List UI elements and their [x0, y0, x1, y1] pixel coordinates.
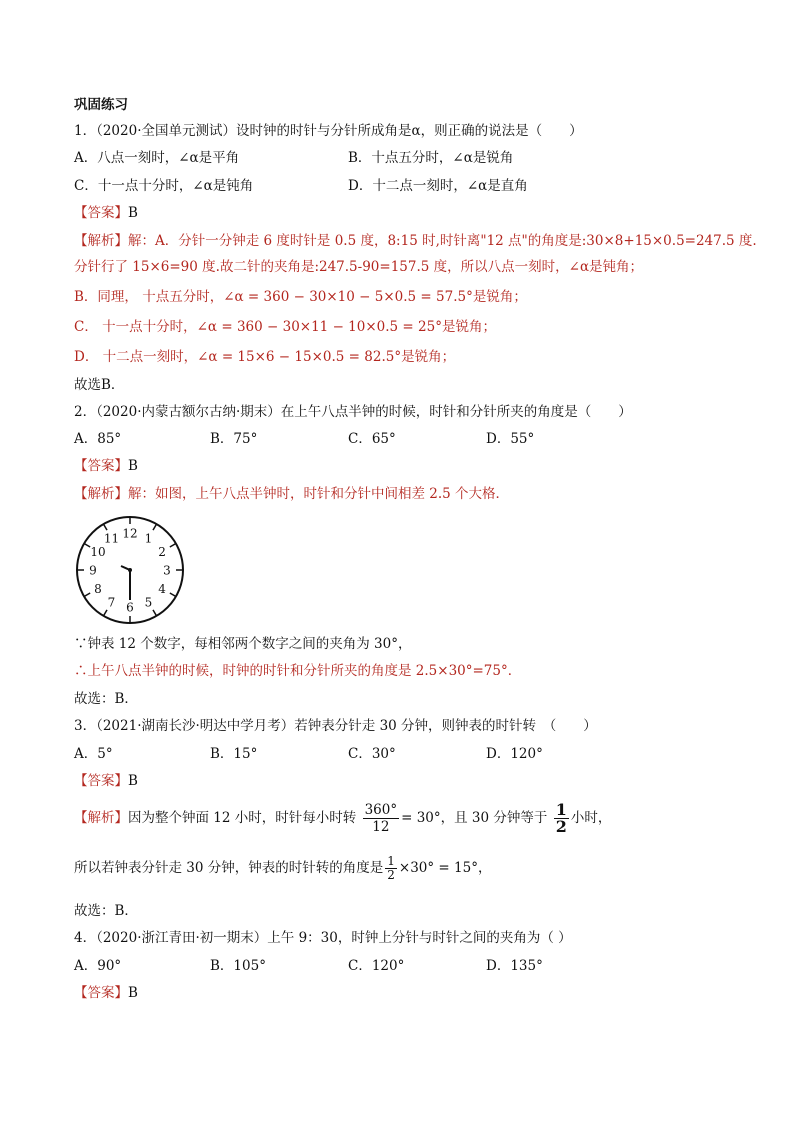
q1-answer-value: B — [128, 205, 138, 221]
q4-option-a: A．90° — [74, 958, 122, 974]
analysis-tag: 【解析】 — [74, 233, 128, 249]
q2-answer-value: B — [128, 458, 138, 474]
q1-option-b: B．十点五分时，∠α是锐角 — [348, 150, 514, 166]
q3-analysis-mid: = 30°，且 30 分钟等于 — [401, 810, 548, 826]
clock-tick — [104, 524, 108, 530]
q4-option-b: B．105° — [210, 958, 266, 974]
analysis-tag: 【解析】 — [74, 486, 128, 502]
clock-number: 3 — [163, 563, 171, 578]
clock-tick — [170, 544, 176, 548]
clock-tick — [84, 593, 90, 597]
q4-option-c: C．120° — [348, 958, 405, 974]
fraction-one-half — [554, 802, 569, 835]
q1-option-c: C．十一点十分时，∠α是钝角 — [74, 178, 254, 194]
fraction-one-half-small — [385, 855, 397, 882]
fraction-denominator: 2 — [555, 817, 567, 836]
q3-option-b: B．15° — [210, 746, 258, 762]
q1-analysis-line-3: B．同理， 十点五分时，∠α = 360 − 30×10 − 5×0.5 = 57.5°是锐角； — [74, 289, 527, 305]
analysis-tag: 【解析】 — [74, 810, 128, 826]
q2-option-d: D．55° — [486, 431, 535, 447]
q3-analysis-line-1 — [74, 798, 611, 838]
fraction-denominator: 12 — [372, 819, 390, 835]
q1-analysis-line-1 — [74, 232, 757, 250]
q3-analysis-line-2 — [74, 850, 491, 886]
clock-number: 4 — [158, 582, 166, 596]
clock-number: 7 — [107, 595, 116, 610]
q3-stem: 3．（2021·湖南长沙·明达中学月考）若钟表分针走 30 分钟，则钟表的时针转 （ ） — [74, 718, 597, 734]
clock-number: 9 — [89, 563, 97, 578]
clock-tick — [170, 593, 176, 597]
q2-analysis-line-2: ∵钟表 12 个数字，每相邻两个数字之间的夹角为 30°， — [74, 636, 412, 652]
clock-number: 11 — [103, 531, 120, 546]
clock-tick — [153, 610, 157, 616]
clock-number: 1 — [144, 531, 153, 546]
q2-option-b: B．75° — [210, 431, 258, 447]
q2-option-c: C．65° — [348, 431, 396, 447]
clock-number: 5 — [144, 595, 153, 610]
q1-option-d: D．十二点一刻时，∠α是直角 — [348, 178, 528, 194]
q3-answer — [74, 772, 138, 790]
clock-tick — [84, 544, 90, 548]
clock-tick — [153, 524, 157, 530]
clock-center — [128, 568, 132, 572]
answer-tag: 【答案】 — [74, 205, 128, 221]
clock-number: 6 — [126, 600, 134, 615]
q3-conclusion: 故选：B． — [74, 903, 138, 919]
q1-analysis-line-4: C． 十一点十分时，∠α = 360 − 30×11 − 10×0.5 = 25°是锐角； — [74, 319, 496, 335]
q1-answer — [74, 204, 138, 222]
clock-tick — [104, 610, 108, 616]
q1-analysis-text-1: 解：A．分针一分钟走 6 度时针是 0.5 度，8:15 时,时针离"12 点"的角度是:30×8+15×0.5=247.5 度. — [128, 233, 757, 249]
q3-analysis-post: 小时， — [570, 810, 612, 826]
clock-number: 12 — [122, 526, 138, 541]
q2-conclusion: 故选：B． — [74, 691, 138, 707]
q4-stem: 4．（2020·浙江青田·初一期末）上午 9：30，时钟上分针与时针之间的夹角为（ ） — [74, 930, 572, 946]
fraction-numerator: 1 — [555, 800, 567, 819]
answer-tag: 【答案】 — [74, 773, 128, 789]
q3-answer-value: B — [128, 773, 138, 789]
q4-answer — [74, 984, 138, 1002]
q1-conclusion: 故选B． — [74, 377, 125, 393]
clock-number: 8 — [94, 582, 102, 596]
q2-analysis-line-1 — [74, 485, 509, 503]
q3-option-a: A．5° — [74, 746, 113, 762]
answer-tag: 【答案】 — [74, 985, 128, 1001]
q1-analysis-line-2: 分针行了 15×6=90 度.故二针的夹角是:247.5-90=157.5 度，所以八点一刻时，∠α是钝角； — [74, 259, 644, 275]
clock-number: 2 — [158, 545, 166, 559]
q2-analysis-line-3: ∴上午八点半钟的时候，时钟的时针和分针所夹的角度是 2.5×30°=75°． — [74, 663, 522, 679]
q3-option-c: C．30° — [348, 746, 396, 762]
q3-analysis-pre: 因为整个钟面 12 小时，时针每小时转 — [128, 810, 357, 826]
clock-number: 10 — [90, 545, 106, 559]
fraction-numerator: 1 — [387, 854, 395, 868]
fraction-numerator: 360° — [364, 802, 398, 818]
q3-option-d: D．120° — [486, 746, 543, 762]
q1-option-a: A．八点一刻时，∠α是平角 — [74, 150, 240, 166]
clock-figure — [74, 514, 186, 626]
q2-answer — [74, 457, 138, 475]
q2-analysis-text-1: 解：如图，上午八点半钟时，时针和分针中间相差 2.5 个大格． — [128, 486, 510, 502]
section-title: 巩固练习 — [74, 97, 128, 113]
q3-line2-pre: 所以若钟表分针走 30 分钟，钟表的时针转的角度是 — [74, 860, 384, 876]
q1-stem: 1．（2020·全国单元测试）设时钟的时针与分针所成角是α，则正确的说法是（ ） — [74, 123, 583, 139]
fraction-denominator: 2 — [387, 868, 395, 882]
fraction-360-over-12 — [363, 802, 400, 835]
q2-stem: 2．（2020·内蒙古额尔古纳·期末）在上午八点半钟的时候，时针和分针所夹的角度是（ ） — [74, 404, 632, 420]
answer-tag: 【答案】 — [74, 458, 128, 474]
q4-answer-value: B — [128, 985, 138, 1001]
q4-option-d: D．135° — [486, 958, 543, 974]
q2-option-a: A．85° — [74, 431, 122, 447]
q1-analysis-line-5: D． 十二点一刻时，∠α = 15×6 − 15×0.5 = 82.5°是锐角； — [74, 349, 456, 365]
q3-line2-post: ×30° = 15°， — [398, 860, 492, 876]
